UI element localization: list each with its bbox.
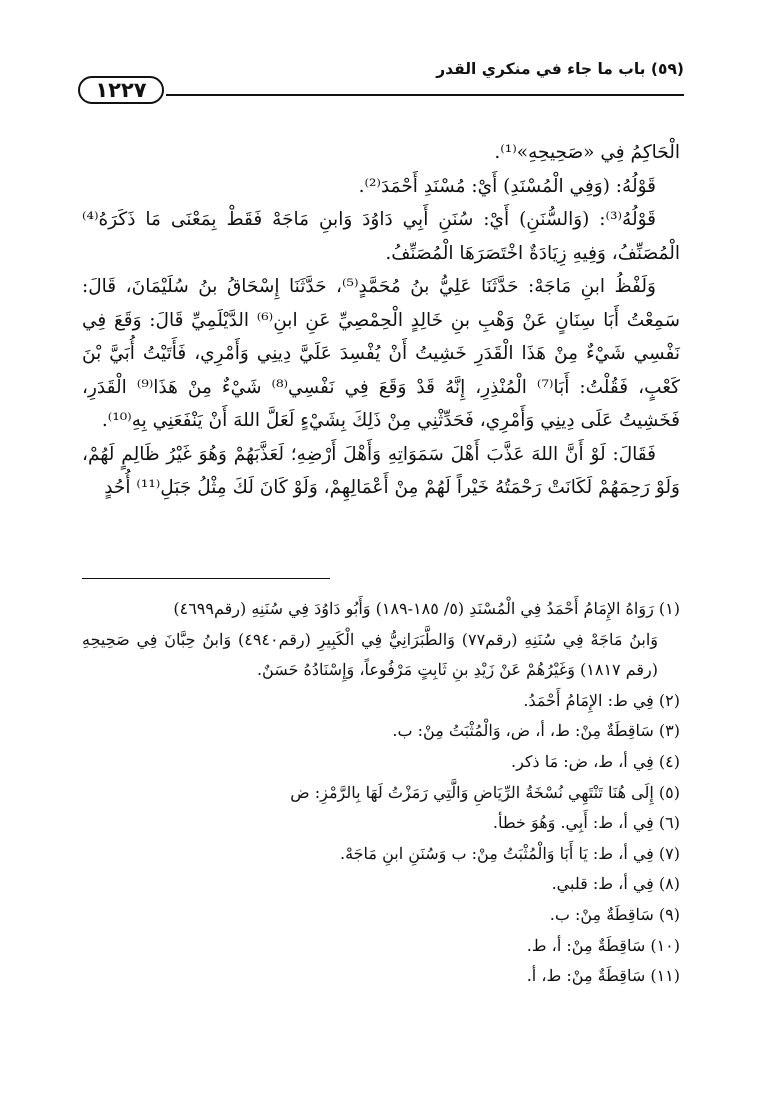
footnote: (٣) سَاقِطَةٌ مِنْ: ط، أ، ض، وَالْمُثْبَتُ مِنْ: ب. bbox=[392, 721, 680, 741]
footnote: (٧) فِي أ، ط: يَا أَبَا وَالْمُثْبَتُ مِنْ: ب وَسُنَنِ ابنِ مَاجَهْ. bbox=[340, 843, 680, 863]
running-title: (٥٩) باب ما جاء في منكري القدر bbox=[436, 60, 684, 78]
paragraph: الْحَاكِمُ فِي «صَحِيحِهِ»⁽¹⁾. bbox=[494, 142, 680, 163]
paragraph: قَوْلُهُ: (وَفِي الْمُسْنَدِ) أَيْ: مُسْنَدِ أَحْمَدَ⁽²⁾. bbox=[358, 175, 656, 197]
footnote-separator bbox=[82, 578, 330, 579]
footnote: (١٠) سَاقِطَةٌ مِنْ: أ، ط. bbox=[526, 935, 680, 955]
page-number: ١٢٢٧ bbox=[78, 76, 164, 104]
footnote: (٥) إِلَى هُنَا تَنْتَهِي نُسْخَةُ الرِّيَاضِ وَالَّتِي رَمَزْتُ لَهَا بِالرَّمْزِ: ض bbox=[290, 782, 680, 802]
paragraph: فَقَالَ: لَوْ أَنَّ اللهَ عَذَّبَ أَهْلَ سَمَوَاتِهِ وَأَهْلَ أَرْضِهِ؛ لَعَذَّبَهُمْ وَهُوَ غَيْرُ ظَالِمٍ لَهُمْ، وَلَوْ رَحِمَهُمْ لَكَانَتْ رَحْمَتُهُ خَيْراً لَهُمْ مِنْ أَعْمَالِهِمْ، وَلَوْ كَانَ لَكَ مِثْلُ جَبَلِ⁽¹¹⁾ أُحُدٍ bbox=[82, 443, 680, 498]
header-rule bbox=[166, 94, 684, 96]
footnote: (٦) فِي أ، ط: أَبِي. وَهُوَ خطأ. bbox=[492, 813, 680, 833]
footnote-continuation: وَابنُ مَاجَهْ فِي سُنَنِهِ (رقم٧٧) وَالطَّبَرَانِيُّ فِي الْكَبِيرِ (رقم٤٩٤٠) وَابنُ حِبَّانَ فِي صَحِيحِهِ (رقم ١٨١٧) وَغَيْرُهُمْ عَنْ زَيْدِ بنِ ثَابِتٍ مَرْفُوعاً، وَإِسْنَادُهُ حَسَنٌ. bbox=[82, 629, 659, 680]
paragraph: قَوْلُهُ⁽³⁾: (وَالسُّنَنِ) أَيْ: سُنَنِ أَبِي دَاوُدَ وَابنِ مَاجَهْ فَقَطْ بِمَعْنَى مَا ذَكَرَهُ⁽⁴⁾ الْمُصَنِّفُ، وَفِيهِ زِيَادَةٌ اخْتَصَرَهَا الْمُصَنِّفُ. bbox=[82, 209, 680, 264]
main-text bbox=[82, 136, 680, 505]
page-header bbox=[78, 58, 684, 102]
footnote: (١) رَوَاهُ الإِمَامُ أَحْمَدُ فِي الْمُسْنَدِ (٥/ ١٨٥-١٨٩) وَأَبُو دَاوُدَ فِي سُنَنِهِ (رقم٤٦٩٩) bbox=[173, 599, 680, 618]
footnote: (٢) فِي ط: الإِمَامُ أَحْمَدُ. bbox=[523, 690, 680, 710]
paragraph: وَلَفْظُ ابنِ مَاجَهْ: حَدَّثَنَا عَلِيُّ بنُ مُحَمَّدٍ⁽⁵⁾، حَدَّثَنَا إِسْحَاقُ بنُ سُلَيْمَانَ، قَالَ: سَمِعْتُ أَبَا سِنَانٍ عَنْ وَهْبِ بنِ خَالِدٍ الْحِمْصِيِّ عَنِ ابنِ⁽⁶⁾ الدَّيْلَمِيِّ قَالَ: وَقَعَ فِي نَفْسِي شَيْءٌ مِنْ هَذَا الْقَدَرِ خَشِيتُ أَنْ يُفْسِدَ عَلَيَّ دِينِي وَأَمْرِي، فَأَتَيْتُ أُبَيَّ بْنَ كَعْبٍ، فَقُلْتُ: أَبَا⁽⁷⁾ الْمُنْذِرِ، إِنَّهُ قَدْ وَقَعَ فِي نَفْسِي⁽⁸⁾ شَيْءٌ مِنْ هَذَا⁽⁹⁾ الْقَدَرِ، فَخَشِيتُ عَلَى دِينِي وَأَمْرِي، فَحَدِّثْنِي مِنْ ذَلِكَ بِشَيْءٍ لَعَلَّ اللهَ أَنْ يَنْفَعَنِي بِهِ⁽¹⁰⁾. bbox=[82, 276, 680, 431]
footnotes bbox=[82, 594, 680, 992]
footnote: (١١) سَاقِطَةٌ مِنْ: ط، أ. bbox=[526, 966, 680, 986]
footnote: (٩) سَاقِطَةٌ مِنْ: ب. bbox=[549, 904, 680, 924]
footnote: (٨) فِي أ، ط: قلبي. bbox=[551, 874, 680, 894]
footnote: (٤) فِي أ، ط، ض: مَا ذكر. bbox=[511, 751, 680, 771]
